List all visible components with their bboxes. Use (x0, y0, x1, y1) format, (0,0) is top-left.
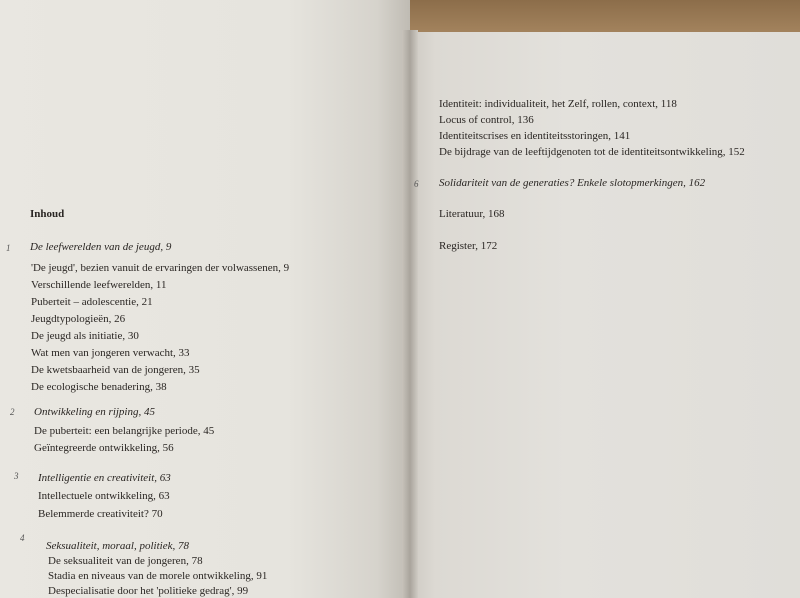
chapter-number: 4 (20, 533, 25, 543)
chapter-number: 2 (10, 407, 15, 417)
toc-entry: De seksualiteit van de jongeren, 78 (48, 555, 203, 567)
chapter-title: Seksualiteit, moraal, politiek, 78 (46, 540, 189, 552)
toc-entry: Wat men van jongeren verwacht, 33 (31, 347, 190, 359)
toc-entry: Geïntegreerde ontwikkeling, 56 (34, 442, 174, 454)
toc-entry: Locus of control, 136 (439, 114, 534, 126)
toc-entry: Stadia en niveaus van de morele ontwikkeling, 91 (48, 570, 268, 582)
toc-entry: Jeugdtypologieën, 26 (31, 313, 126, 325)
toc-entry: Verschillende leefwerelden, 11 (31, 279, 167, 291)
toc-entry: Belemmerde creativiteit? 70 (38, 508, 163, 520)
chapter-title: Ontwikkeling en rijping, 45 (34, 406, 155, 418)
chapter-title: De leefwerelden van de jeugd, 9 (30, 241, 172, 253)
toc-entry: Puberteit – adolescentie, 21 (31, 296, 153, 308)
toc-entry: De puberteit: een belangrijke periode, 45 (34, 425, 215, 437)
table-surface (410, 0, 800, 34)
toc-entry: Identiteitscrises en identiteitsstoringen, 141 (439, 130, 631, 142)
toc-entry: De kwetsbaarheid van de jongeren, 35 (31, 364, 200, 376)
toc-heading: Inhoud (30, 208, 65, 220)
chapter-number: 6 (414, 179, 419, 189)
chapter-number: 1 (6, 243, 11, 253)
chapter-title: Solidariteit van de generaties? Enkele slotopmerkingen, 162 (439, 177, 706, 189)
book-gutter (402, 30, 418, 598)
chapter-title: Intelligentie en creativiteit, 63 (38, 472, 171, 484)
toc-entry-register: Register, 172 (439, 240, 498, 252)
toc-entry: 'De jeugd', bezien vanuit de ervaringen der volwassenen, 9 (31, 262, 290, 274)
toc-entry: Identiteit: individualiteit, het Zelf, rollen, context, 118 (439, 98, 677, 110)
toc-entry: De bijdrage van de leeftijdgenoten tot de identiteitsontwikkeling, 152 (439, 146, 745, 158)
chapter-number: 3 (14, 471, 19, 481)
toc-entry: De ecologische benadering, 38 (31, 381, 167, 393)
toc-entry-literatuur: Literatuur, 168 (439, 208, 505, 220)
toc-entry: De jeugd als initiatie, 30 (31, 330, 139, 342)
toc-entry: Intellectuele ontwikkeling, 63 (38, 490, 170, 502)
toc-entry: Despecialisatie door het 'politieke gedrag', 99 (48, 585, 249, 597)
